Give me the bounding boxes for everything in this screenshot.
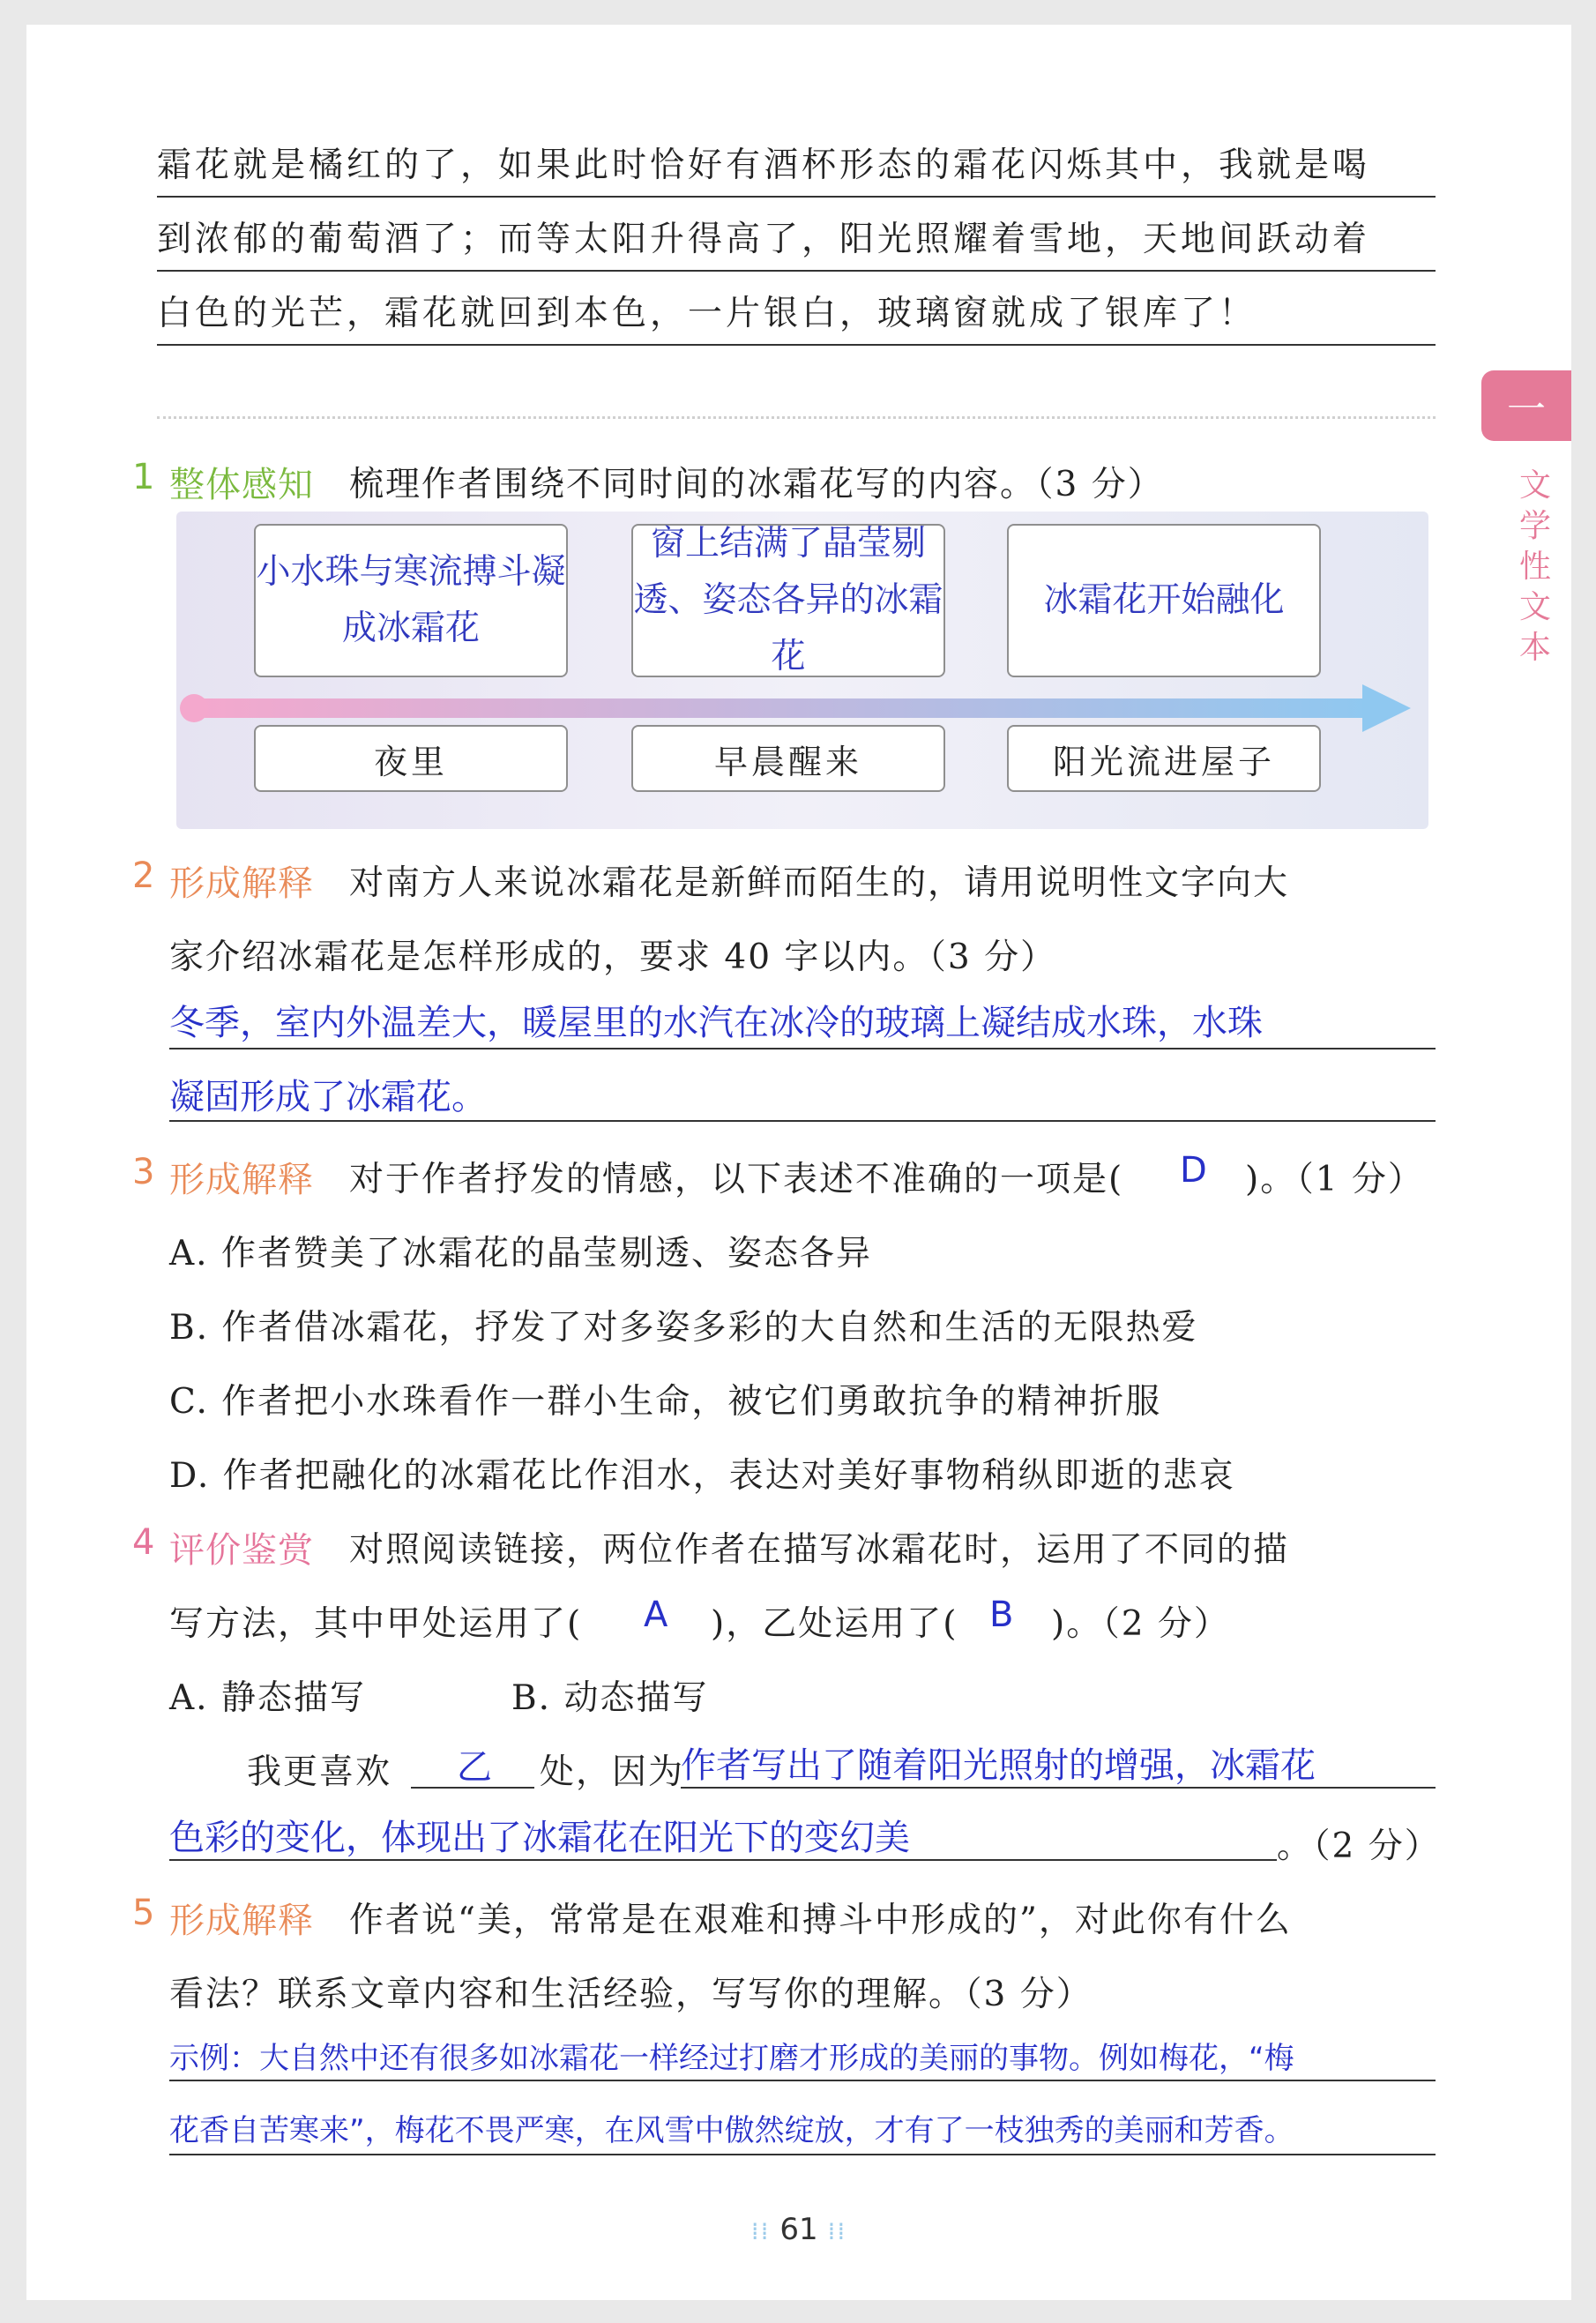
q5-number: 5 bbox=[132, 1893, 155, 1933]
q1-number: 1 bbox=[132, 457, 155, 497]
q4-tag: 评价鉴赏 bbox=[169, 1530, 314, 1571]
q3-tag: 形成解释 bbox=[169, 1160, 314, 1200]
page-number-footer bbox=[26, 2212, 1571, 2247]
q5-answer-line-1 bbox=[169, 2080, 1436, 2081]
q4-reason-line-2 bbox=[169, 1859, 1277, 1861]
q2-number: 2 bbox=[132, 855, 155, 896]
passage-line-3: 白色的光芒，霜花就回到本色，一片银白，玻璃窗就成了银库了！ bbox=[157, 279, 1436, 349]
q4-number: 4 bbox=[132, 1522, 155, 1563]
page-number: 61 bbox=[779, 2212, 818, 2247]
dots-right-icon: ⁞⁞ bbox=[827, 2216, 847, 2245]
q3-text-before: 对于作者抒发的情感，以下表述不准确的一项是( bbox=[349, 1160, 1124, 1199]
q4-answer-b: B bbox=[989, 1595, 1014, 1635]
q2-line-1: 对南方人来说冰霜花是新鲜而陌生的，请用说明性文字向大 bbox=[349, 863, 1290, 903]
q5-tag: 形成解释 bbox=[169, 1901, 314, 1941]
passage-line-2: 到浓郁的葡萄酒了；而等太阳升得高了，阳光照耀着雪地，天地间跃动着 bbox=[157, 205, 1436, 275]
q4-reason-2: 色彩的变化，体现出了冰霜花在阳光下的变幻美 bbox=[169, 1818, 910, 1858]
q3-option-d: D. 作者把融化的冰霜花比作泪水，表达对美好事物稍纵即逝的悲哀 bbox=[169, 1456, 1235, 1496]
q5-answer-1: 示例：大自然中还有很多如冰霜花一样经过打磨才形成的美丽的事物。例如梅花，“梅 bbox=[169, 2041, 1294, 2076]
workbook-page bbox=[26, 25, 1571, 2300]
q3-answer: D bbox=[1180, 1150, 1207, 1191]
q1-tag: 整体感知 bbox=[169, 465, 314, 505]
q4-prefer-answer: 乙 bbox=[457, 1747, 492, 1788]
q2-answer-1: 冬季，室内外温差大，暖屋里的水汽在冰冷的玻璃上凝结成水珠，水珠 bbox=[169, 1003, 1263, 1043]
q3-number: 3 bbox=[132, 1152, 155, 1192]
q4-because-label: 处，因为 bbox=[540, 1752, 685, 1792]
q5-line-2: 看法？联系文章内容和生活经验，写写你的理解。（3 分） bbox=[169, 1975, 1093, 2014]
q1-box-bottom-3: 阳光流进屋子 bbox=[1007, 725, 1321, 792]
q4-line-2c: )。（2 分） bbox=[1051, 1604, 1230, 1644]
q2-tag: 形成解释 bbox=[169, 863, 314, 904]
q4-answer-a: A bbox=[644, 1595, 668, 1635]
q3-option-c: C. 作者把小水珠看作一群小生命，被它们勇敢抗争的精神折服 bbox=[169, 1382, 1162, 1422]
q4-line-1: 对照阅读链接，两位作者在描写冰霜花时，运用了不同的描 bbox=[349, 1530, 1290, 1570]
q1-text: 梳理作者围绕不同时间的冰霜花写的内容。（3 分） bbox=[349, 465, 1164, 504]
q3-option-a: A. 作者赞美了冰霜花的晶莹剔透、姿态各异 bbox=[169, 1234, 872, 1274]
q3-text-after: )。（1 分） bbox=[1245, 1160, 1424, 1199]
q5-answer-2: 花香自苦寒来”，梅花不畏严寒，在风雪中傲然绽放，才有了一枝独秀的美丽和芳香。 bbox=[169, 2113, 1294, 2148]
q3-option-b: B. 作者借冰霜花，抒发了对多姿多彩的大自然和生活的无限热爱 bbox=[169, 1308, 1198, 1348]
q2-answer-2: 凝固形成了冰霜花。 bbox=[169, 1077, 487, 1117]
q1-box-bottom-2: 早晨醒来 bbox=[631, 725, 945, 792]
q4-reason-1: 作者写出了随着阳光照射的增强，冰霜花 bbox=[681, 1745, 1316, 1786]
passage-line-1: 霜花就是橘红的了，如果此时恰好有酒杯形态的霜花闪烁其中，我就是喝 bbox=[157, 131, 1436, 201]
q1-box-top-1: 小水珠与寒流搏斗凝成冰霜花 bbox=[254, 524, 568, 677]
q5-line-1: 作者说“美，常常是在艰难和搏斗中形成的”，对此你有什么 bbox=[349, 1901, 1292, 1940]
q2-line-2: 家介绍冰霜花是怎样形成的，要求 40 字以内。（3 分） bbox=[169, 937, 1057, 977]
q4-option-a: A. 静态描写 bbox=[169, 1678, 366, 1718]
section-label: 文学性文本 bbox=[1518, 467, 1551, 666]
dots-left-icon: ⁞⁞ bbox=[750, 2216, 771, 2245]
q1-box-top-2: 窗上结满了晶莹剔透、姿态各异的冰霜花 bbox=[631, 524, 945, 677]
q1-box-bottom-1: 夜里 bbox=[254, 725, 568, 792]
q4-prefer-label: 我更喜欢 bbox=[247, 1752, 392, 1792]
q4-option-b: B. 动态描写 bbox=[511, 1678, 709, 1718]
q5-answer-line-2 bbox=[169, 2154, 1436, 2155]
q4-prefer-blank bbox=[411, 1787, 534, 1789]
dotted-divider bbox=[157, 416, 1436, 419]
q4-line-2b: )，乙处运用了( bbox=[711, 1604, 958, 1644]
q2-answer-line-2 bbox=[169, 1120, 1436, 1122]
q4-line-2a: 写方法，其中甲处运用了( bbox=[169, 1604, 583, 1644]
q1-box-top-3: 冰霜花开始融化 bbox=[1007, 524, 1321, 677]
section-tab: 一 bbox=[1481, 370, 1571, 441]
q4-reason-line-1 bbox=[681, 1787, 1436, 1789]
q4-score: 。（2 分） bbox=[1277, 1826, 1441, 1866]
q2-answer-line-1 bbox=[169, 1048, 1436, 1049]
